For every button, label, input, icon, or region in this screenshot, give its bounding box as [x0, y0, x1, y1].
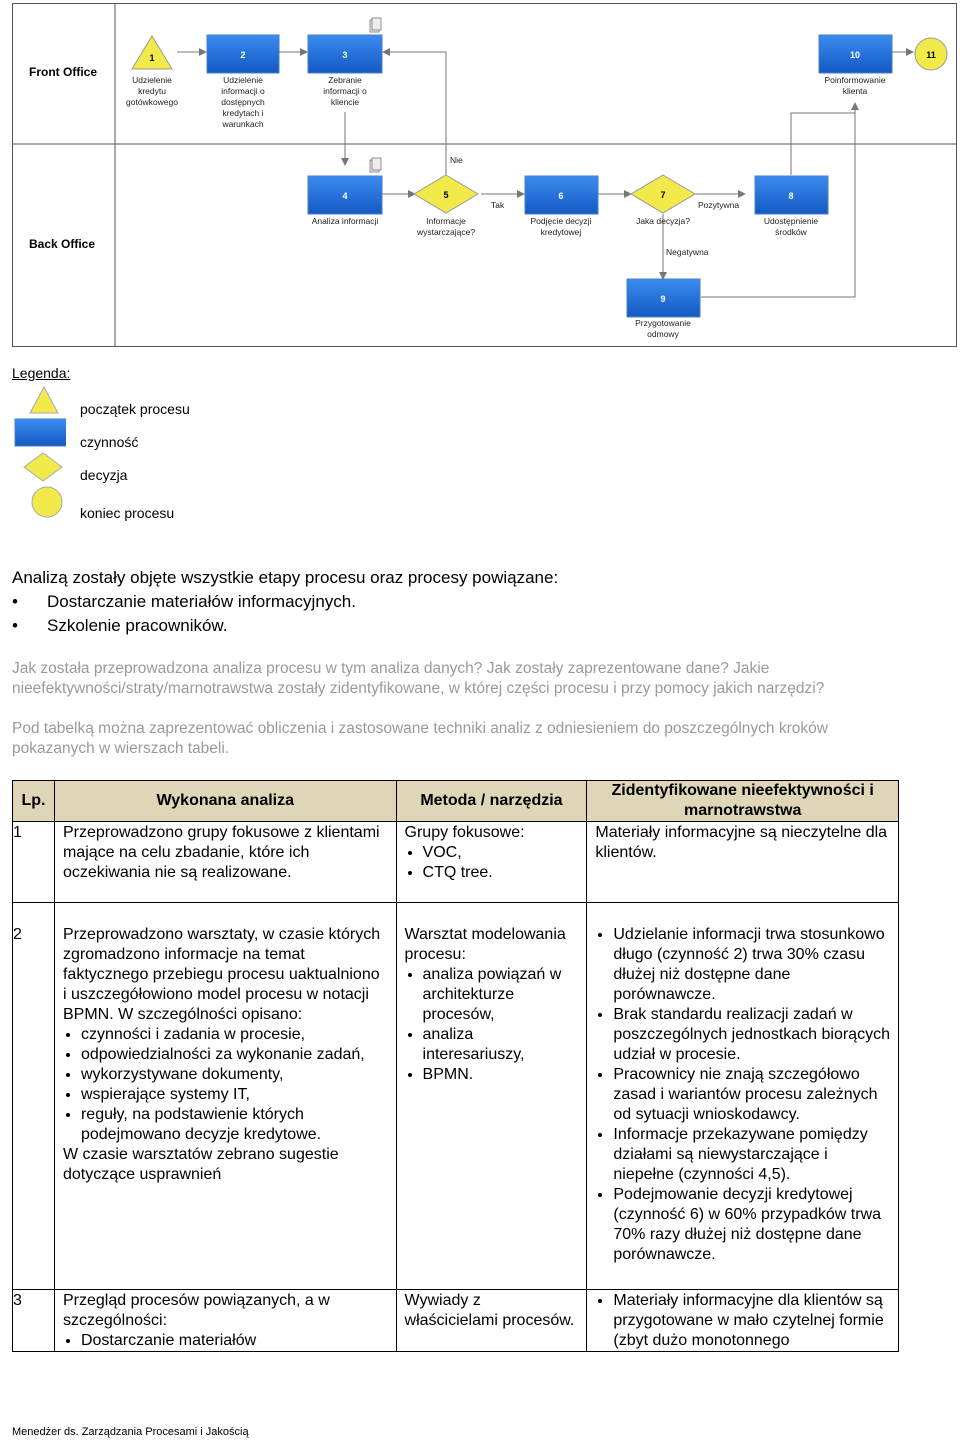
method-bullet: • CTQ tree. [423, 863, 579, 883]
svg-text:7: 7 [660, 190, 666, 200]
svg-text:Analiza informacji: Analiza informacji [311, 216, 379, 226]
method-bullet: • BPMN. [423, 1065, 579, 1085]
node-4-activity [308, 176, 382, 226]
analysis-table [12, 780, 899, 1352]
analysis-text: Przeprowadzono warsztaty, w czasie których zgromadzono informacje na temat faktycznego przebiegu procesu uaktualniono i uszczegółowiono model procesu w notacji BPMN. W szczególności opisano: [62, 926, 381, 1023]
analysis-bullet: • Dostarczanie materiałów [81, 1331, 388, 1351]
svg-text:Informacjewystarczające?: Informacje wystarczające? [416, 216, 476, 237]
svg-text:Udzieleniekredytugotówkowego: Udzielenie kredytu gotówkowego [126, 75, 178, 107]
legend-activity-icon [15, 419, 66, 446]
method-text: Grupy fokusowe: [404, 824, 525, 841]
issue-bullet: • Udzielanie informacji trwa stosunkowo długo (czynność 2) trwa 30% czasu dłużej niż dostępne dane porównawcze. [613, 925, 890, 1005]
svg-text:Udostępnienieśrodków: Udostępnienie środków [763, 216, 819, 237]
analysis-bullet: • reguły, na podstawienie których podejmowano decyzje kredytowe. [81, 1105, 388, 1145]
intro-bullet: • Dostarczanie materiałów informacyjnych. [12, 592, 356, 611]
issue-bullet: • Informacje przekazywane pomiędzy działami są niewystarczające i niepełne (czynności 4,5). [613, 1125, 890, 1185]
cell-analysis [54, 903, 396, 1290]
cell-lp: 1 [13, 822, 55, 903]
svg-text:Jaka decyzja?: Jaka decyzja? [636, 216, 690, 226]
svg-text:5: 5 [443, 190, 449, 200]
legend-title: Legenda: [12, 365, 71, 381]
issue-bullet: • Materiały informacyjne dla klientów są przygotowane w mało czytelnej formie (zbyt dużo monotonnego [613, 1291, 890, 1351]
cell-lp: 3 [13, 1290, 55, 1352]
svg-text:8: 8 [788, 191, 794, 201]
cell-issues [587, 903, 899, 1290]
svg-text:1: 1 [149, 53, 155, 63]
analysis-bullet: • wykorzystywane dokumenty, [81, 1065, 388, 1085]
analysis-bullet: • wspierające systemy IT, [81, 1085, 388, 1105]
legend-decision-icon [24, 453, 62, 481]
issue-bullet: • Podejmowanie decyzji kredytowej (czynność 6) w 60% przypadków trwa 70% razy dłużej niż dostępne dane porównawcze. [613, 1185, 890, 1265]
table-header-row [13, 781, 899, 822]
table-row [13, 1290, 899, 1352]
table-row [13, 822, 899, 903]
analysis-after: W czasie warsztatów zebrano sugestie dotyczące usprawnień [62, 1146, 339, 1183]
svg-text:Przygotowanieodmowy: Przygotowanie odmowy [635, 318, 691, 339]
method-text: Wywiady z właścicielami procesów. [404, 1292, 575, 1329]
svg-text:4: 4 [342, 191, 348, 201]
legend-item-activity: czynność [80, 434, 139, 450]
svg-text:Podjęcie decyzjikredytowej: Podjęcie decyzji kredytowej [530, 216, 592, 237]
method-bullet: • analiza interesariuszy, [423, 1025, 579, 1065]
edge-label-pozytywna: Pozytywna [698, 200, 740, 210]
analysis-bullet: • odpowiedzialności za wykonanie zadań, [81, 1045, 388, 1065]
cell-analysis [54, 1290, 396, 1352]
edge-label-negatywna: Negatywna [666, 247, 709, 257]
cell-method [396, 1290, 587, 1352]
guidance-paragraph: Pod tabelką można zaprezentować obliczenia i zastosowane techniki analiz z odniesieniem do poszczególnych kroków pokazanych w wierszach tabeli. [12, 720, 828, 757]
cell-method [396, 903, 587, 1290]
analysis-bullet: • czynności i zadania w procesie, [81, 1025, 388, 1045]
svg-text:10: 10 [849, 50, 861, 60]
analysis-text: Przegląd procesów powiązanych, a w szczególności: [62, 1292, 330, 1329]
intro-text: Analizą zostały objęte wszystkie etapy procesu oraz procesy powiązane: [12, 568, 559, 587]
method-bullet: • analiza powiązań w architekturze procesów, [423, 965, 579, 1025]
cell-issues [587, 1290, 899, 1352]
svg-text:3: 3 [342, 50, 348, 60]
edge-label-tak: Tak [491, 200, 505, 210]
svg-text:Zebranieinformacji okliencie: Zebranie informacji o kliencie [323, 75, 367, 107]
svg-text:Poinformowanieklienta: Poinformowanie klienta [824, 75, 886, 96]
header-analysis: Wykonana analiza [54, 781, 396, 822]
legend-start-icon [30, 387, 58, 413]
node-11-end [915, 38, 947, 70]
legend-item-decision: decyzja [80, 467, 128, 483]
header-lp: Lp. [13, 781, 55, 822]
intro-bullet: • Szkolenie pracowników. [12, 616, 228, 635]
svg-text:9: 9 [660, 294, 666, 304]
issue-bullet: • Brak standardu realizacji zadań w poszczególnych jednostkach biorących udział w procesie. [613, 1005, 890, 1065]
edge-label-nie: Nie [450, 155, 463, 165]
lane-front-office: Front Office [29, 65, 97, 79]
table-row [13, 903, 899, 1290]
svg-text:Udzielenieinformacji odostępny: Udzielenie informacji o dostępnych kredytach i warunkach [221, 75, 265, 129]
legend-shapes [14, 385, 66, 520]
guidance-paragraph: Jak została przeprowadzona analiza procesu w tym analiza danych? Jak zostały zaprezentowane dane? Jakie nieefektywności/straty/marnotrawstwa zostały zidentyfikowane, w której części procesu i przy pomocy jakich narzędzi? [12, 660, 825, 697]
cell-method [396, 822, 587, 903]
method-bullet: • VOC, [423, 843, 579, 863]
page-footer: Menedżer ds. Zarządzania Procesami i Jakością [12, 1426, 249, 1438]
cell-analysis [54, 822, 396, 903]
lane-back-office: Back Office [29, 237, 96, 251]
issue-bullet: • Pracownicy nie znają szczegółowo zasad i wariantów procesu zależnych od sytuacji wnioskodawcy. [613, 1065, 890, 1125]
legend-end-icon [32, 487, 62, 517]
method-text: Warsztat modelowania procesu: [404, 926, 566, 963]
cell-issues [587, 822, 899, 903]
svg-text:6: 6 [558, 191, 564, 201]
header-issues: Zidentyfikowane nieefektywności i marnotrawstwa [587, 781, 899, 822]
header-method: Metoda / narzędzia [396, 781, 587, 822]
legend-item-start: początek procesu [80, 401, 190, 417]
svg-text:2: 2 [240, 50, 246, 60]
process-diagram [12, 3, 958, 348]
issues-text: Materiały informacyjne są nieczytelne dla klientów. [595, 824, 888, 861]
analysis-text: Przeprowadzono grupy fokusowe z klientami mające na celu zbadanie, które ich oczekiwania nie są realizowane. [62, 824, 380, 881]
cell-lp: 2 [13, 903, 55, 1290]
legend-item-end: koniec procesu [80, 505, 175, 521]
svg-text:11: 11 [926, 50, 936, 60]
